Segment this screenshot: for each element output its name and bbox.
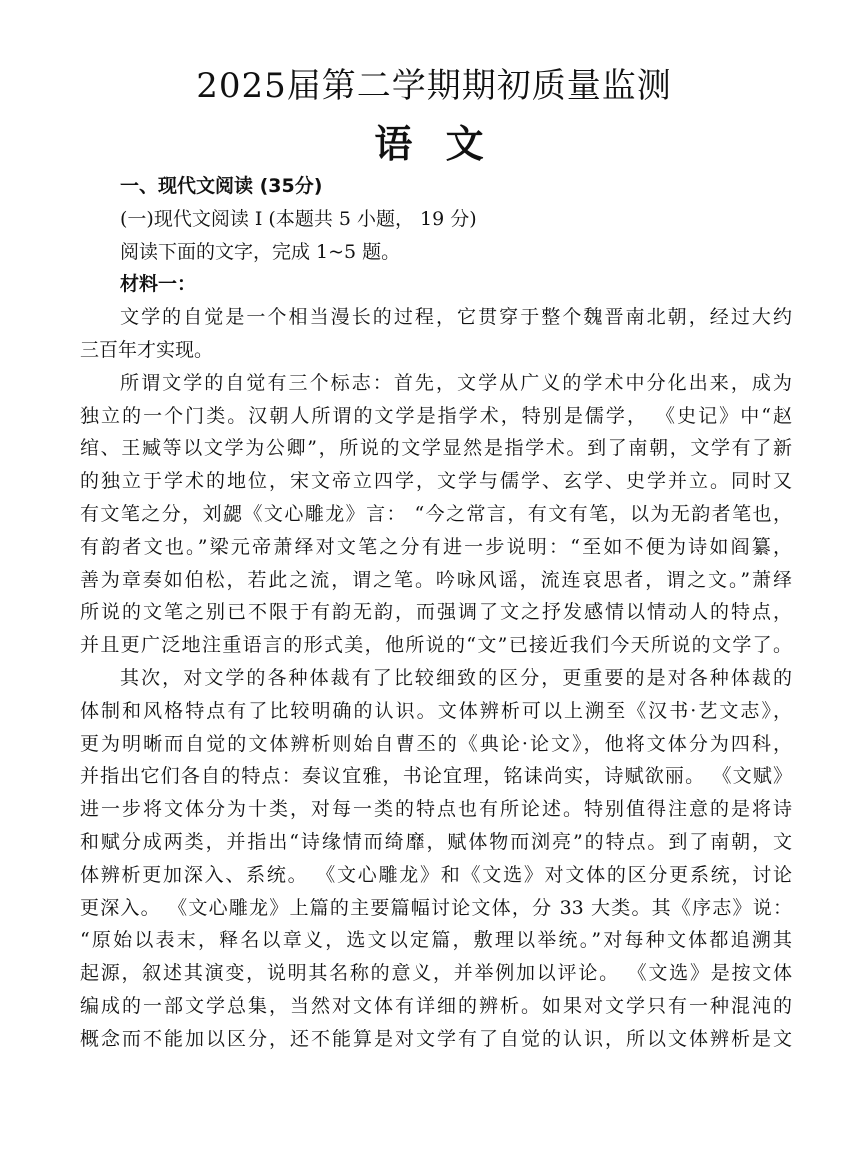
- paragraph-line: 所谓文学的自觉有三个标志：首先，文学从广义的学术中分化出来，成为: [120, 371, 792, 394]
- material-label: 材料一：: [120, 273, 197, 296]
- paragraph-line: “原始以表末，释名以章义，选文以定篇，敷理以举统。”对每种文体都追溯其: [80, 929, 792, 952]
- paragraph-line: 编成的一部文学总集，当然对文体有详细的辨析。如果对文学只有一种混沌的: [80, 994, 792, 1017]
- paragraph-line: 独立的一个门类。汉朝人所谓的文学是指学术，特别是儒学， 《史记》中“赵: [80, 404, 792, 427]
- paragraph-line: 的独立于学术的地位，宋文帝立四学，文学与儒学、玄学、史学并立。同时又: [80, 470, 792, 493]
- paragraph-line: 体制和风格特点有了比较明确的认识。文体辨析可以上溯至《汉书·艺文志》，: [80, 699, 792, 722]
- paragraph-line: 有韵者文也。”梁元帝萧绎对文笔之分有进一步说明：“至如不便为诗如阎纂，: [80, 535, 792, 558]
- paragraph-line: 文学的自觉是一个相当漫长的过程，它贯穿于整个魏晋南北朝，经过大约: [120, 306, 792, 329]
- paragraph-line: 概念而不能加以区分，还不能算是对文学有了自觉的认识，所以文体辨析是文: [80, 1027, 792, 1050]
- paragraph-line: 有文笔之分，刘勰《文心雕龙》言： “今之常言，有文有笔，以为无韵者笔也，: [80, 502, 792, 525]
- paragraph-line: 三百年才实现。: [80, 338, 214, 361]
- exam-title: 2025届第二学期期初质量监测: [196, 66, 672, 106]
- subject-title: 语 文: [374, 122, 494, 166]
- paragraph-line: 绾、王臧等以文学为公卿”，所说的文学显然是指学术。到了南朝，文学有了新: [80, 437, 792, 460]
- paragraph-line: 并且更广泛地注重语言的形式美，他所说的“文”已接近我们今天所说的文学了。: [80, 634, 792, 657]
- paragraph-line: 更深入。 《文心雕龙》上篇的主要篇幅讨论文体，分 33 大类。其《序志》说：: [80, 896, 792, 919]
- reading-instruction: 阅读下面的文字，完成 1~5 题。: [120, 240, 401, 263]
- paragraph-line: 更为明晰而自觉的文体辨析则始自曹丕的《典论·论文》，他将文体分为四科，: [80, 732, 792, 755]
- paragraph-line: 所说的文笔之别已不限于有韵无韵，而强调了文之抒发感情以情动人的特点，: [80, 601, 792, 624]
- paragraph-line: 体辨析更加深入、系统。 《文心雕龙》和《文选》对文体的区分更系统，讨论: [80, 863, 792, 886]
- paragraph-line: 善为章奏如伯松，若此之流，谓之笔。吟咏风谣，流连哀思者，谓之文。”萧绎: [80, 568, 792, 591]
- paragraph-line: 起源，叙述其演变，说明其名称的意义，并举例加以评论。 《文选》是按文体: [80, 962, 792, 985]
- section-heading: 一、现代文阅读 (35分): [120, 175, 323, 197]
- paragraph-line: 进一步将文体分为十类，对每一类的特点也有所论述。特别值得注意的是将诗: [80, 798, 792, 821]
- paragraph-line: 并指出它们各自的特点：奏议宜雅，书论宜理，铭诔尚实，诗赋欲丽。 《文赋》: [80, 765, 792, 788]
- section-subheading: (一)现代文阅读 I (本题共 5 小题， 19 分): [120, 207, 477, 230]
- paragraph-line: 其次，对文学的各种体裁有了比较细致的区分，更重要的是对各种体裁的: [120, 666, 792, 689]
- document-body: [80, 170, 792, 1056]
- paragraph-line: 和赋分成两类，并指出“诗缘情而绮靡，赋体物而浏亮”的特点。到了南朝，文: [80, 830, 792, 853]
